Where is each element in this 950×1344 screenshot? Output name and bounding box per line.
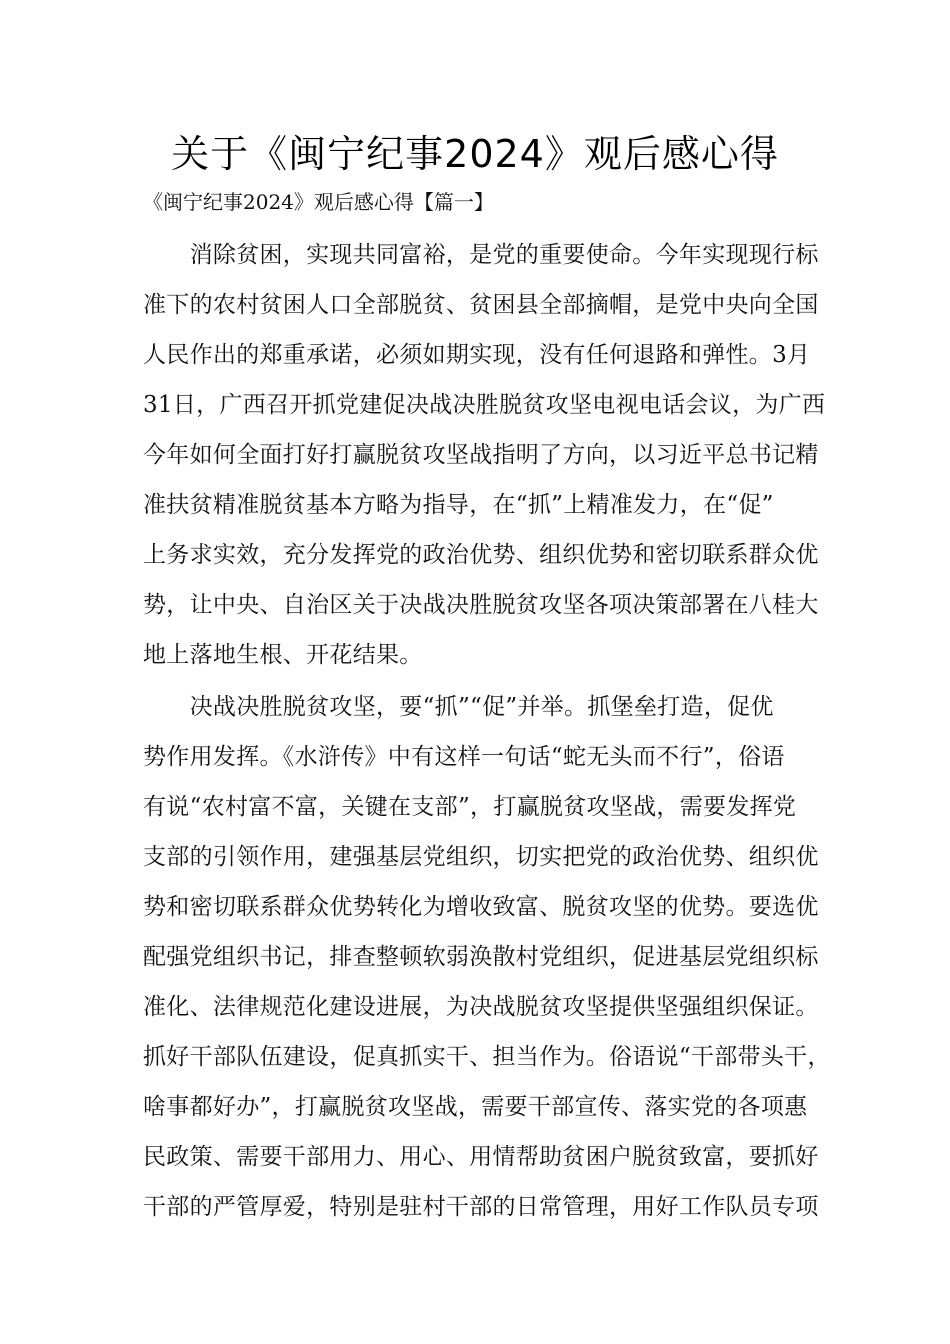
- text-line: 今年如何全面打好打赢脱贫攻坚战指明了方向，以习近平总书记精: [143, 442, 819, 468]
- text-line: 干部的严管厚爱，特别是驻村干部的日常管理，用好工作队员专项: [143, 1194, 819, 1220]
- text-line: 人民作出的郑重承诺，必须如期实现，没有任何退路和弹性。3月: [143, 342, 811, 368]
- paragraph-1: [143, 230, 833, 680]
- text-line: 配强党组织书记，排查整顿软弱涣散村党组织，促进基层党组织标: [143, 944, 819, 970]
- text-line: 势作用发挥。《水浒传》中有这样一句话“蛇无头而不行”，俗语: [143, 744, 785, 770]
- document-body: [143, 230, 833, 1232]
- text-line: 民政策、需要干部用力、用心、用情帮助贫困户脱贫致富，要抓好: [143, 1144, 819, 1170]
- text-line: 准化、法律规范化建设进展，为决战脱贫攻坚提供坚强组织保证。: [143, 994, 819, 1020]
- text-line: 支部的引领作用，建强基层党组织，切实把党的政治优势、组织优: [143, 844, 819, 870]
- text-line: 准扶贫精准脱贫基本方略为指导，在“抓”上精准发力，在“促”: [143, 492, 774, 518]
- text-line: 消除贫困，实现共同富裕，是党的重要使命。今年实现现行标: [143, 242, 819, 268]
- text-line: 决战决胜脱贫攻坚，要“抓”“促”并举。抓堡垒打造，促优: [143, 694, 774, 720]
- text-line: 啥事都好办”，打赢脱贫攻坚战，需要干部宣传、落实党的各项惠: [143, 1094, 808, 1120]
- text-line: 有说“农村富不富，关键在支部”，打赢脱贫攻坚战，需要发挥党: [143, 794, 797, 820]
- text-line: 准下的农村贫困人口全部脱贫、贫困县全部摘帽，是党中央向全国: [143, 292, 819, 318]
- document-title: 关于《闽宁纪事2024》观后感心得: [171, 132, 779, 176]
- text-line: 势和密切联系群众优势转化为增收致富、脱贫攻坚的优势。要选优: [143, 894, 819, 920]
- text-line: 抓好干部队伍建设，促真抓实干、担当作为。俗语说“干部带头干，: [143, 1044, 831, 1070]
- paragraph-2: [143, 682, 833, 1232]
- text-line: 势，让中央、自治区关于决战决胜脱贫攻坚各项决策部署在八桂大: [143, 592, 819, 618]
- text-line: 上务求实效，充分发挥党的政治优势、组织优势和密切联系群众优: [143, 542, 819, 568]
- text-line: 地上落地生根、开花结果。: [143, 642, 423, 668]
- section-heading: 《闽宁纪事2024》观后感心得【篇一】: [143, 190, 494, 214]
- text-line: 31日，广西召开抓党建促决战决胜脱贫攻坚电视电话会议，为广西: [143, 392, 826, 418]
